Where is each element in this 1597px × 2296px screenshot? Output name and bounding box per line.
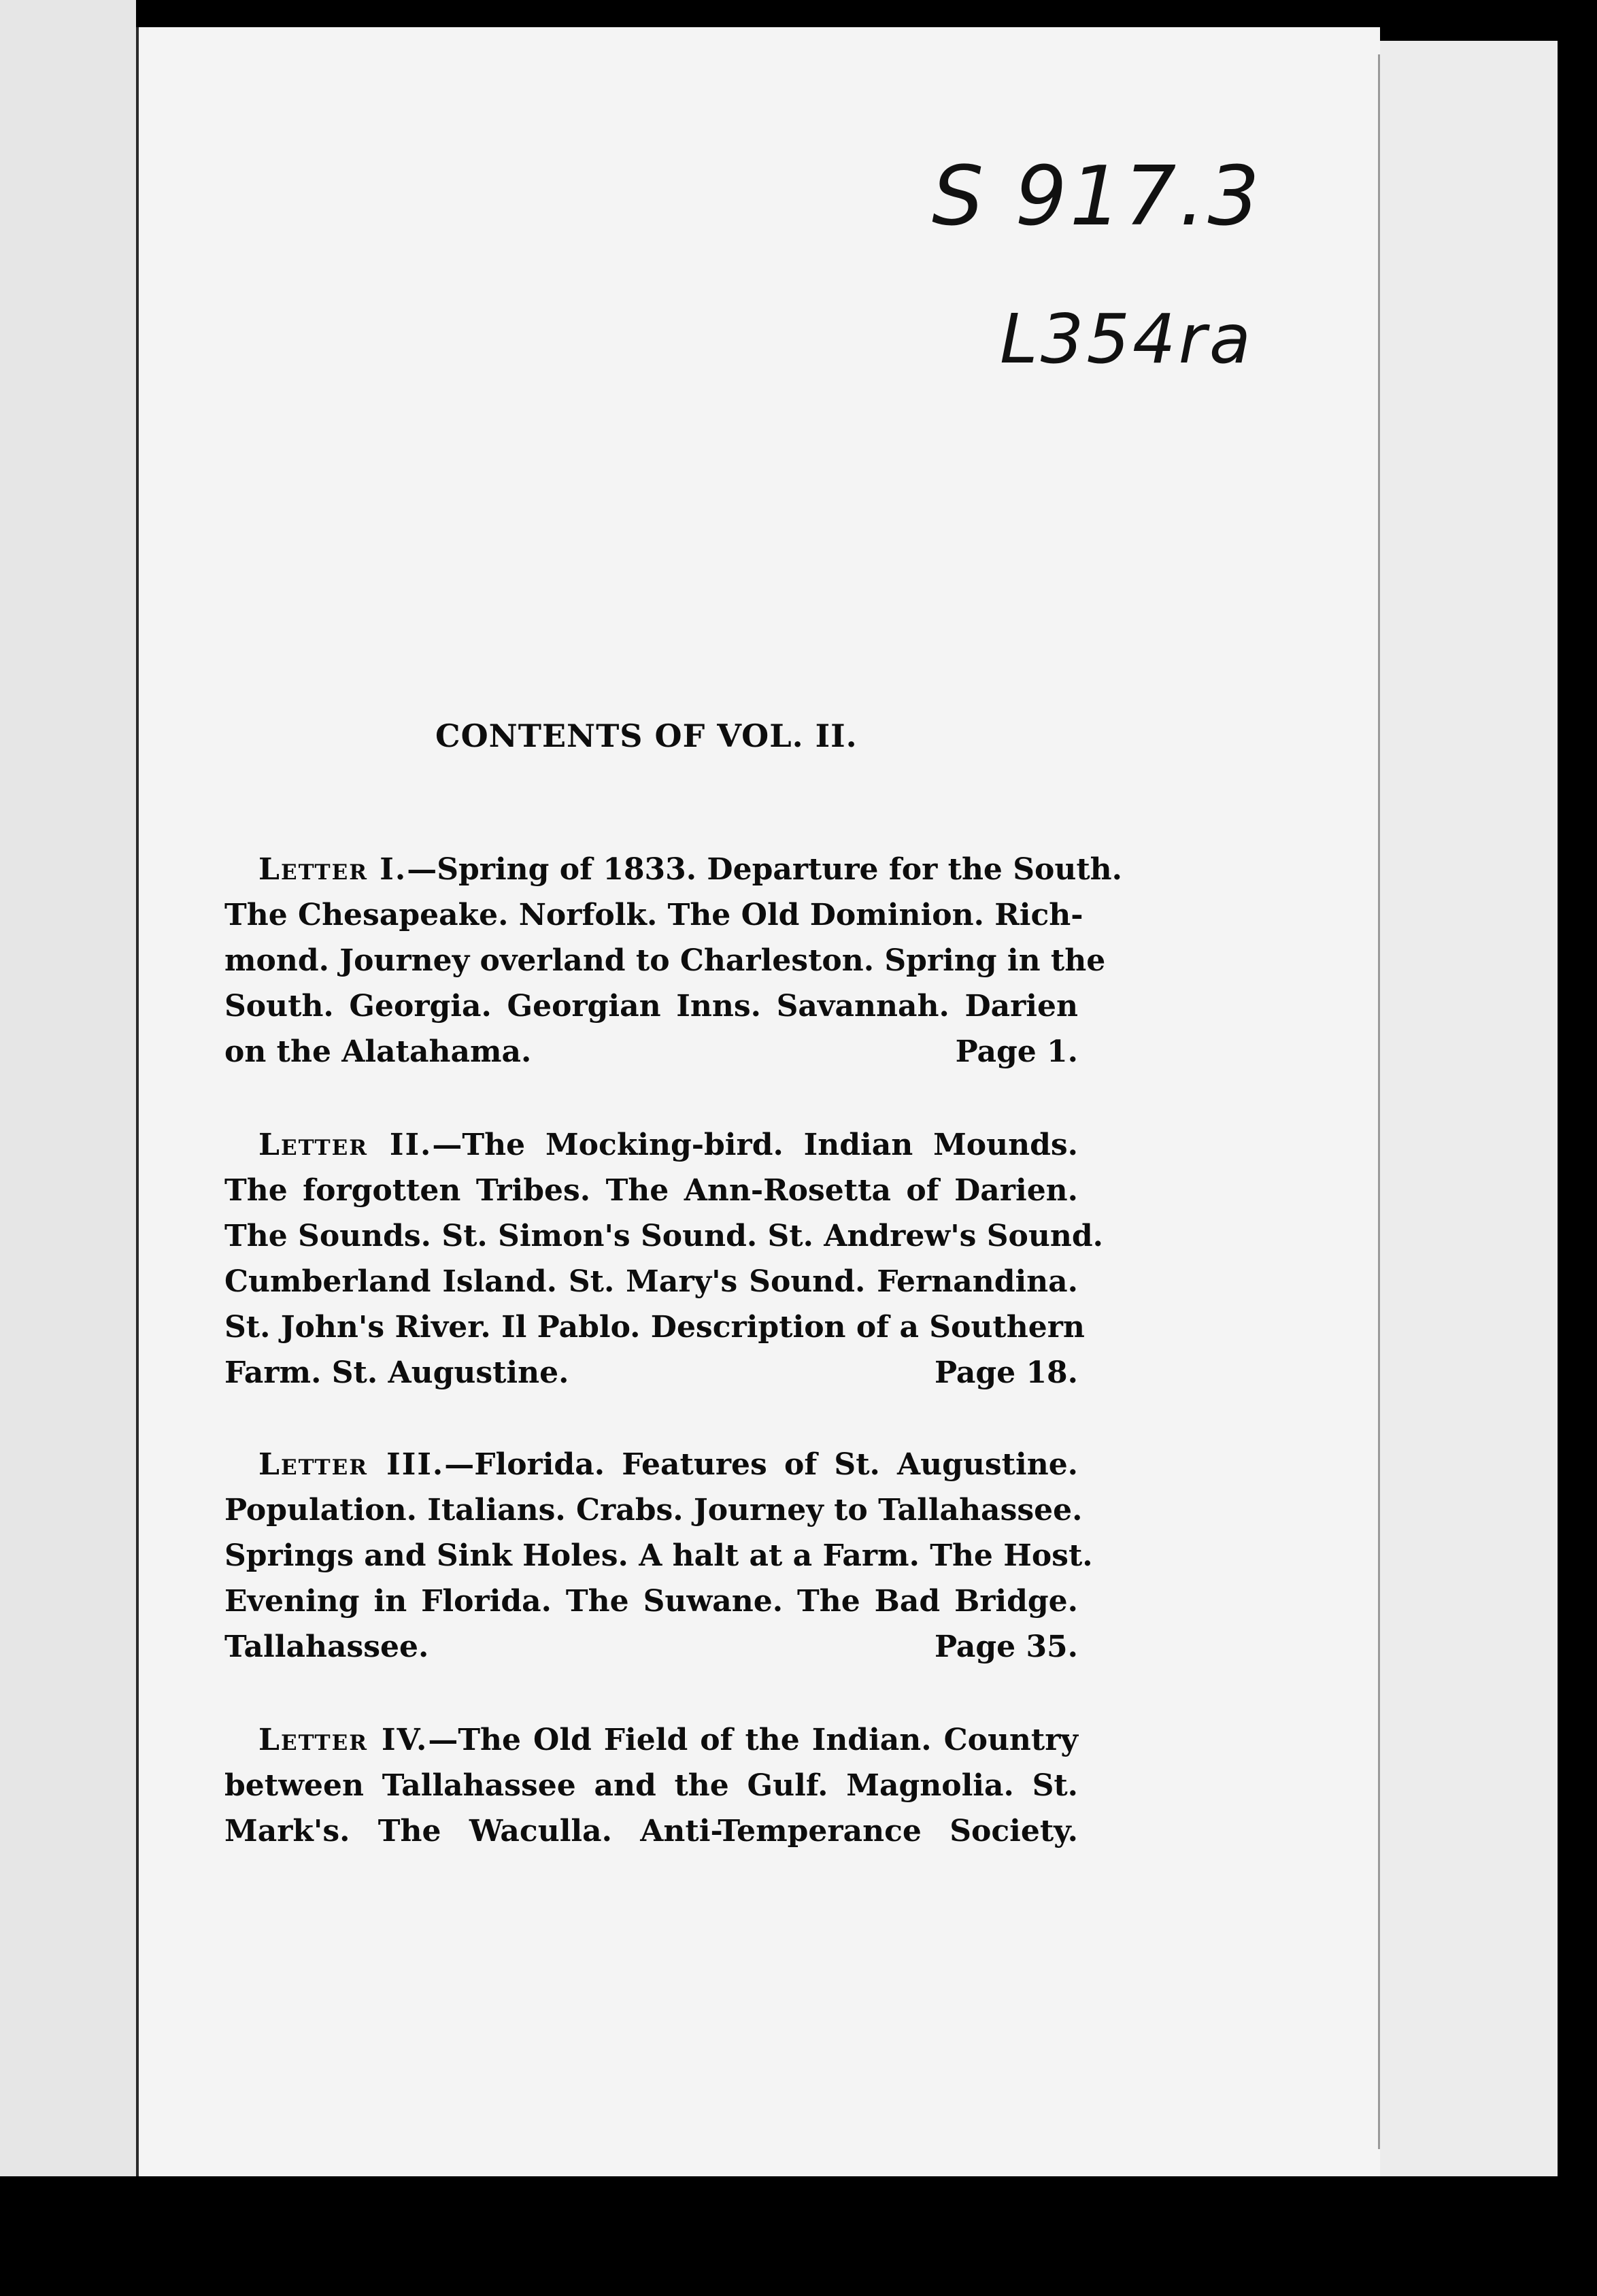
page-reference: Page 35. [934, 1630, 1078, 1664]
entry-line: The Chesapeake. Norfolk. The Old Dominion. Rich- [224, 898, 1083, 932]
contents-entry-letter-3 [224, 1442, 1093, 1670]
page-reference: Page 1. [955, 1034, 1078, 1069]
entry-line: Tallahassee. Page 35. [224, 1624, 1078, 1670]
letter-label: Letter III. [258, 1447, 445, 1482]
entry-line: Letter III.—Florida. Features of St. Augustine. [258, 1447, 1079, 1482]
letter-label: Letter IV. [258, 1723, 428, 1757]
entry-line: St. John's River. Il Pablo. Description of a Southern [224, 1310, 1085, 1345]
call-number-line-1: S 917.3 [932, 150, 1262, 244]
entry-line: The forgotten Tribes. The Ann-Rosetta of Darien. [224, 1173, 1078, 1208]
entry-line: Evening in Florida. The Suwane. The Bad Bridge. [224, 1584, 1078, 1619]
left-page-edge [0, 0, 136, 2176]
entry-line: The Sounds. St. Simon's Sound. St. Andrew's Sound. [224, 1219, 1103, 1253]
entry-line: Springs and Sink Holes. A halt at a Farm. The Host. [224, 1538, 1093, 1573]
contents-entry-letter-2 [224, 1122, 1103, 1396]
contents-entry-letter-4 [224, 1717, 1078, 1854]
entry-line: Letter IV.—The Old Field of the Indian. Country [258, 1723, 1078, 1757]
contents-entry-letter-1 [224, 847, 1122, 1075]
entry-line: Letter I.—Spring of 1833. Departure for the South. [258, 852, 1122, 887]
letter-label: Letter I. [258, 852, 407, 887]
entry-line: Letter II.—The Mocking-bird. Indian Mounds. [258, 1128, 1078, 1162]
letter-label: Letter II. [258, 1128, 433, 1162]
entry-line: South. Georgia. Georgian Inns. Savannah. Darien [224, 989, 1078, 1024]
right-page-edge [1377, 41, 1558, 2176]
entry-line: Cumberland Island. St. Mary's Sound. Fernandina. [224, 1264, 1078, 1299]
entry-line: Mark's. The Waculla. Anti-Temperance Society. [224, 1814, 1078, 1848]
entry-line: on the Alatahama. Page 1. [224, 1029, 1078, 1075]
entry-line: Population. Italians. Crabs. Journey to Tallahassee. [224, 1493, 1083, 1527]
page-reference: Page 18. [934, 1355, 1078, 1390]
entry-line: mond. Journey overland to Charleston. Spring in the [224, 943, 1106, 978]
call-number-line-2: L354ra [1000, 299, 1254, 379]
entry-line: Farm. St. Augustine. Page 18. [224, 1350, 1078, 1396]
contents-heading: CONTENTS OF VOL. II. [435, 718, 858, 754]
entry-line: between Tallahassee and the Gulf. Magnolia. St. [224, 1768, 1078, 1803]
